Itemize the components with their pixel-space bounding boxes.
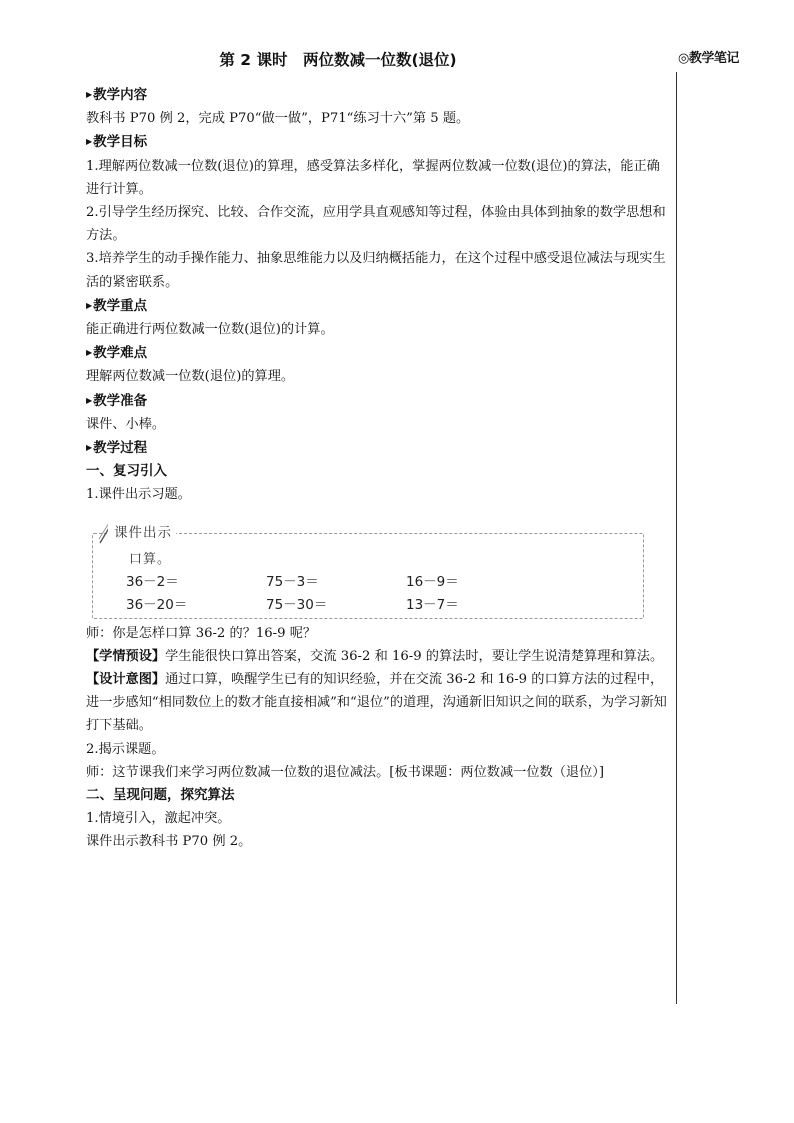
- design-intent: 【设计意图】通过口算，唤醒学生已有的知识经验，并在交流 36-2 和 16-9 的口算方法的过程中，进一步感知“相同数位上的数才能直接相减”和“退位”的道理，沟通新旧知识之间的联系，为学习新知打下基础。: [86, 672, 667, 734]
- difficulty-text: 理解两位数减一位数(退位)的算理。: [86, 369, 295, 385]
- triangle-bullet-icon: ▶: [86, 395, 93, 405]
- step-4: 课件出示教科书 P70 例 2。: [86, 834, 252, 850]
- teacher-question: 师：你是怎样口算 36-2 的？16-9 呢？: [86, 625, 317, 641]
- content-text: 教科书 P70 例 2，完成 P70“做一做”，P71“练习十六”第 5 题。: [86, 111, 470, 127]
- learning-preview: 【学情预设】学生能很快口算出答案，交流 36-2 和 16-9 的算法时，要让学生说清楚算理和算法。: [86, 648, 664, 664]
- triangle-bullet-icon: ▶: [86, 443, 93, 453]
- triangle-bullet-icon: ▶: [86, 137, 93, 147]
- triangle-bullet-icon: ▶: [86, 90, 93, 99]
- step-3: 1.情境引入，激起冲突。: [86, 811, 231, 827]
- notes-divider: [676, 72, 677, 1004]
- goal-3: 3.培养学生的动手操作能力、抽象思维能力以及归纳概括能力，在这个过程中感受退位减法与现实生活的紧密联系。: [86, 251, 666, 290]
- expression: 75－3＝: [266, 574, 319, 590]
- expression: 16－9＝: [406, 574, 459, 590]
- key-text: 能正确进行两位数减一位数(退位)的计算。: [86, 322, 334, 338]
- expression: 13－7＝: [406, 597, 459, 613]
- lesson-title: 第 2 课时 两位数减一位数(退位): [219, 51, 457, 69]
- expression: 36－20＝: [126, 597, 188, 613]
- triangle-bullet-icon: ▶: [86, 300, 93, 310]
- exercise-subtitle: 口算。: [129, 552, 172, 567]
- expression: 75－30＝: [266, 597, 328, 613]
- exercise-box-label: 课件出示: [108, 521, 176, 541]
- section-heading-key: ▶教学重点: [86, 297, 148, 314]
- goal-2: 2.引导学生经历探究、比较、合作交流，应用学具直观感知等过程，体验由具体到抽象的数学思想和方法。: [86, 205, 666, 244]
- section-heading-content: ▶教学内容: [86, 87, 148, 103]
- expression: 36－2＝: [126, 574, 179, 590]
- step-2: 2.揭示课题。: [86, 741, 165, 757]
- section-heading-difficulty: ▶教学难点: [86, 345, 148, 362]
- step-1: 1.课件出示习题。: [86, 487, 191, 503]
- section-heading-goals: ▶教学目标: [86, 134, 148, 151]
- section-heading-prep: ▶教学准备: [86, 392, 148, 409]
- teaching-notes-label: ◎教学笔记: [678, 51, 739, 66]
- prep-text: 课件、小棒。: [86, 416, 166, 432]
- teacher-intro: 师：这节课我们来学习两位数减一位数的退位减法。[板书课题：两位数减一位数（退位）]: [86, 764, 604, 780]
- section-heading-process: ▶教学过程: [86, 440, 148, 457]
- triangle-bullet-icon: ▶: [86, 348, 93, 358]
- lesson-body: [86, 83, 672, 854]
- part-1-heading: 一、复习引入: [86, 463, 167, 480]
- goal-1: 1.理解两位数减一位数(退位)的算理，感受算法多样化，掌握两位数减一位数(退位)的算法，能正确进行计算。: [86, 158, 660, 197]
- part-2-heading: 二、呈现问题，探究算法: [86, 787, 235, 804]
